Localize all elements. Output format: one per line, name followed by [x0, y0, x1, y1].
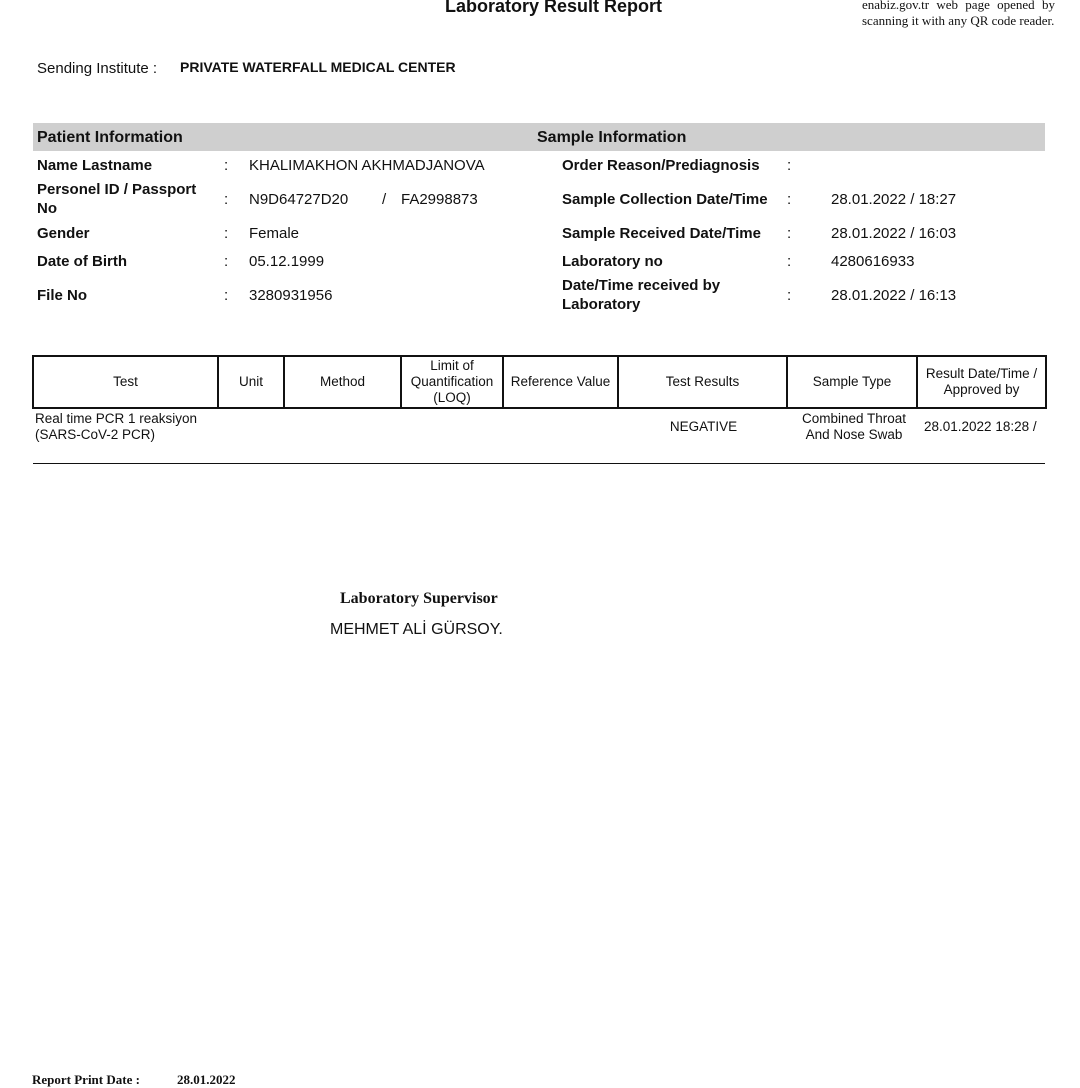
supervisor-title: Laboratory Supervisor: [340, 590, 498, 607]
colon: :: [787, 287, 792, 304]
colon: :: [224, 157, 229, 174]
file-no-value: 3280931956: [249, 287, 333, 304]
col-header-loq: Limit of Quantification (LOQ): [401, 356, 503, 408]
dob-value: 05.12.1999: [249, 253, 325, 270]
row-test: Real time PCR 1 reaksiyon (SARS-CoV-2 PCR): [35, 411, 198, 442]
col-header-method: Method: [284, 356, 401, 408]
col-header-results: Test Results: [618, 356, 787, 408]
lab-no-value: 4280616933: [831, 253, 915, 270]
results-header-row: [33, 356, 1046, 408]
col-header-sample-type: Sample Type: [787, 356, 917, 408]
colon: :: [224, 287, 229, 304]
qr-note: enabiz.gov.tr web page opened by scanning it with any QR code reader.: [862, 0, 1055, 28]
gender-label: Gender: [37, 225, 90, 242]
name-label: Name Lastname: [37, 157, 153, 174]
received-label: Sample Received Date/Time: [562, 225, 761, 242]
colon: :: [224, 253, 229, 270]
print-date-value: 28.01.2022: [177, 1072, 236, 1087]
supervisor-name: MEHMET ALİ GÜRSOY.: [330, 621, 503, 638]
collection-label: Sample Collection Date/Time: [562, 191, 768, 208]
collection-value: 28.01.2022 / 18:27: [831, 191, 957, 208]
col-header-result-date: Result Date/Time / Approved by: [917, 356, 1046, 408]
sending-institute-label: Sending Institute :: [37, 60, 158, 77]
colon: :: [787, 225, 792, 242]
received-value: 28.01.2022 / 16:03: [831, 225, 957, 242]
report-title: Laboratory Result Report: [445, 0, 663, 16]
row-result: NEGATIVE: [669, 419, 738, 434]
table-bottom-rule: [33, 463, 1045, 464]
id-label: Personel ID / Passport No: [37, 181, 197, 217]
col-header-test: Test: [33, 356, 218, 408]
colon: :: [787, 191, 792, 208]
lab-no-label: Laboratory no: [562, 253, 663, 270]
col-header-reference: Reference Value: [503, 356, 618, 408]
print-date-label: Report Print Date :: [32, 1072, 140, 1087]
passport-no: FA2998873: [401, 191, 478, 208]
patient-name: KHALIMAKHON AKHMADJANOVA: [249, 157, 485, 174]
colon: :: [224, 225, 229, 242]
lab-received-value: 28.01.2022 / 16:13: [831, 287, 957, 304]
row-sample-type: Combined Throat And Nose Swab: [801, 411, 907, 442]
gender-value: Female: [249, 225, 300, 242]
id-separator: /: [382, 191, 387, 208]
col-header-unit: Unit: [218, 356, 284, 408]
colon: :: [787, 157, 792, 174]
sending-institute-value: PRIVATE WATERFALL MEDICAL CENTER: [180, 59, 456, 75]
order-reason-label: Order Reason/Prediagnosis: [562, 157, 760, 174]
file-no-label: File No: [37, 287, 88, 304]
patient-info-heading: Patient Information: [37, 129, 183, 146]
row-result-date: 28.01.2022 18:28 /: [924, 419, 1037, 434]
colon: :: [787, 253, 792, 270]
dob-label: Date of Birth: [37, 253, 127, 270]
sample-info-heading: Sample Information: [537, 129, 687, 146]
colon: :: [224, 191, 229, 208]
lab-received-label: Date/Time received by Laboratory: [562, 277, 721, 313]
personal-id: N9D64727D20: [249, 191, 349, 208]
results-table: [32, 355, 1047, 409]
